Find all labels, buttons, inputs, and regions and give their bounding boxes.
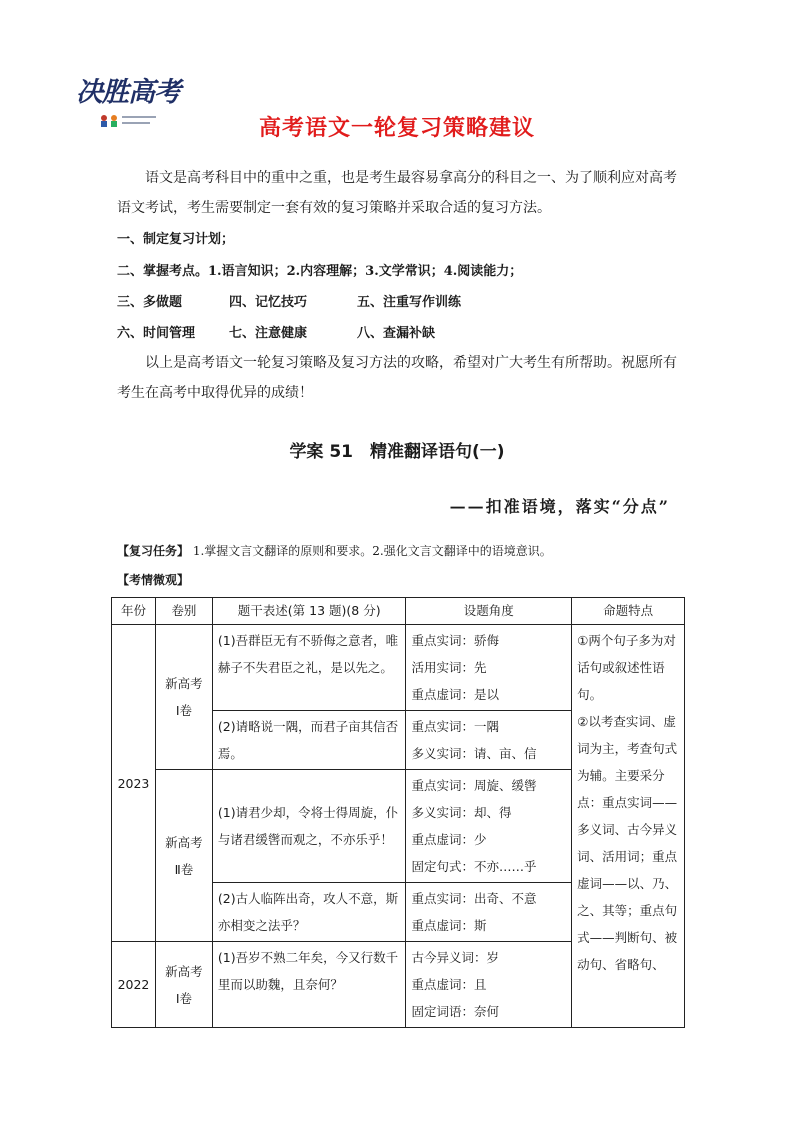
question-cell: (1)请君少却，令将士得周旋，仆与诸君缓辔而观之，不亦乐乎！ — [212, 770, 406, 883]
table-row — [112, 625, 685, 711]
header-cell: 年份 — [112, 598, 156, 625]
volume-cell: 新高考 Ⅰ卷 — [155, 942, 212, 1028]
step-item: 三、多做题 — [117, 295, 183, 310]
logo-text: 决胜高考 — [76, 77, 180, 108]
angle-cell: 古今异义词：岁 重点虚词：且 固定词语：奈何 — [406, 942, 572, 1028]
angle-cell: 重点实词：一隅 多义实词：请、亩、信 — [406, 711, 572, 770]
task-text: 1.掌握文言文翻译的原则和要求。2.强化文言文翻译中的语境意识。 — [192, 544, 552, 558]
angle-cell: 重点实词：出奇、不意 重点虚词：斯 — [406, 883, 572, 942]
lesson-title: 学案 51 精准翻译语句(一) — [289, 442, 505, 462]
question-cell: (1)吾岁不熟二年矣，今又行数千里而以助魏，且奈何？ — [212, 942, 406, 1028]
year-cell: 2022 — [112, 942, 156, 1028]
header-cell: 命题特点 — [572, 598, 685, 625]
step-line-2: 二、掌握考点。1.语言知识；2.内容理解；3.文学常识；4.阅读能力； — [117, 264, 523, 279]
step-item: 六、时间管理 — [117, 326, 196, 341]
step-item: 七、注意健康 — [229, 326, 308, 341]
angle-cell: 重点实词：周旋、缓辔 多义实词：却、得 重点虚词：少 固定句式：不亦……乎 — [406, 770, 572, 883]
question-cell: (1)吾群臣无有不骄侮之意者，唯赫子不失君臣之礼，是以先之。 — [212, 625, 406, 711]
step-line-4 — [117, 322, 435, 341]
step-item: 五、注重写作训练 — [357, 295, 462, 310]
table-header-row — [112, 598, 685, 625]
step-item: 四、记忆技巧 — [229, 295, 308, 310]
header-cell: 卷别 — [155, 598, 212, 625]
volume-cell: 新高考 Ⅱ卷 — [155, 770, 212, 942]
question-cell: (2)古人临阵出奇，攻人不意，斯亦相变之法乎？ — [212, 883, 406, 942]
header-cell: 题干表述(第 13 题)(8 分) — [212, 598, 406, 625]
intro-paragraph: 语文是高考科目中的重中之重，也是考生最容易拿高分的科目之一、为了顺利应对高考语文考试，考生需要制定一套有效的复习策略并采取合适的复习方法。 — [117, 170, 677, 216]
angle-cell: 重点实词：骄侮 活用实词：先 重点虚词：是以 — [406, 625, 572, 711]
step-item: 八、查漏补缺 — [357, 326, 436, 341]
year-cell: 2023 — [112, 625, 156, 942]
volume-cell: 新高考 Ⅰ卷 — [155, 625, 212, 770]
page-title: 高考语文一轮复习策略建议 — [258, 116, 535, 141]
lesson-subtitle: ——扣准语境，落实“分点” — [449, 497, 670, 516]
step-line-1: 一、制定复习计划； — [117, 232, 235, 247]
task-label: 【复习任务】 — [117, 544, 190, 558]
review-task — [117, 542, 552, 559]
section-label: 【考情微观】 — [117, 573, 190, 587]
outro-paragraph: 以上是高考语文一轮复习策略及复习方法的攻略，希望对广大考生有所帮助。祝愿所有考生在高考中取得优异的成绩！ — [117, 355, 677, 401]
header-cell: 设题角度 — [406, 598, 572, 625]
step-line-3 — [117, 291, 461, 310]
question-cell: (2)请略说一隅，而君子亩其信否焉。 — [212, 711, 406, 770]
exam-analysis-table — [111, 597, 685, 1028]
feature-cell: ①两个句子多为对话句或叙述性语句。 ②以考查实词、虚词为主，考查句式为辅。主要采分点：重点实词——多义词、古今异义词、活用词；重点虚词——以、乃、之、其等；重点句式——判断句、被动句、省略句、 — [572, 625, 685, 1028]
